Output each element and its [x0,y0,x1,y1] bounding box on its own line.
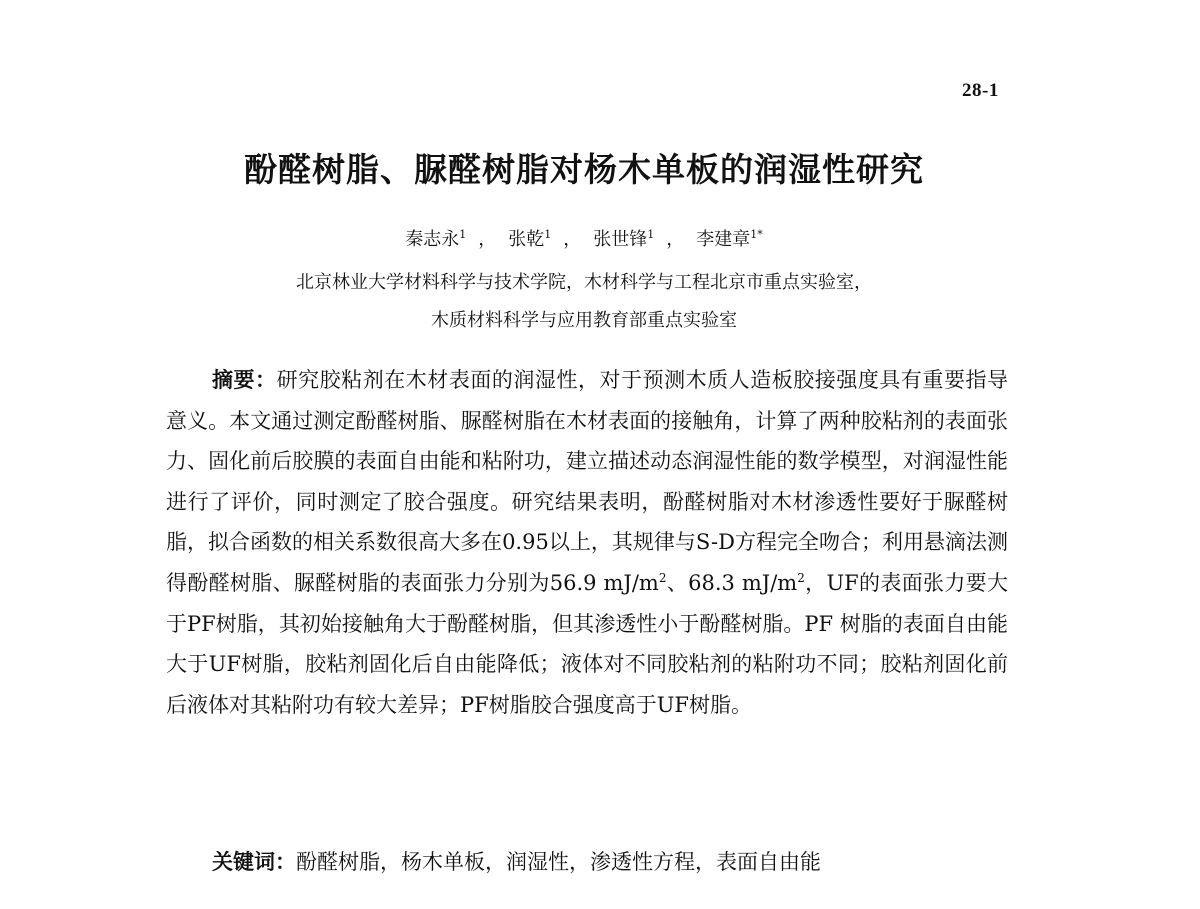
page-number: 28-1 [962,80,999,101]
paper-title: 酚醛树脂、脲醛树脂对杨木单板的润湿性研究 [244,150,924,189]
abstract-label: 摘要： [212,368,277,392]
keywords-line [212,846,821,876]
affiliation-line-1: 北京林业大学材料科学与技术学院，木材科学与工程北京市重点实验室， [296,272,872,293]
keywords-text: 酚醛树脂，杨木单板，润湿性，渗透性方程，表面自由能 [296,850,821,874]
author-separator: ， [563,229,582,250]
affiliation-line-2: 木质材料科学与应用教育部重点实验室 [431,310,737,331]
abstract-text-3: ，UF的表面张力要大于PF树脂，其初始接触角大于酚醛树脂，但其渗透性小于酚醛树脂。PF 树脂的表面自由能大于UF树脂，胶粘剂固化后自由能降低；液体对不同胶粘剂的粘附功不同；胶粘剂固化前后液体对其粘附功有较大差异；PF树脂胶合强度高于UF树脂。 [166,570,1008,717]
keywords-label: 关键词： [212,850,296,874]
author-separator: ， [478,229,497,250]
author-4: 李建章$^{1*}$ [696,228,763,250]
abstract-sup-2: 2 [797,570,805,585]
author-list [0,225,1168,251]
abstract-text-1: 研究胶粘剂在木材表面的润湿性，对于预测木质人造板胶接强度具有重要指导意义。本文通过测定酚醛树脂、脲醛树脂在木材表面的接触角，计算了两种胶粘剂的表面张力、固化前后胶膜的表面自由能和粘附功，建立描述动态润湿性能的数学模型，对润湿性能进行了评价，同时测定了胶合强度。研究结果表明，酚醛树脂对木材渗透性要好于脲醛树脂，拟合函数的相关系数很高大多在0.95以上，其规律与S-D方程完全吻合；利用悬滴法测得酚醛树脂、脲醛树脂的表面张力分别为56.9 mJ/m [166,368,1009,595]
author-3: 张世锋$^1$ [593,228,655,250]
author-1: 秦志永$^1$ [405,228,467,250]
author-separator: ， [666,229,685,250]
author-2: 张乾$^1$ [508,228,552,250]
abstract-text-2: 、68.3 mJ/m [666,570,798,595]
abstract-sup-1: 2 [658,570,667,585]
abstract-paragraph [166,360,1008,725]
